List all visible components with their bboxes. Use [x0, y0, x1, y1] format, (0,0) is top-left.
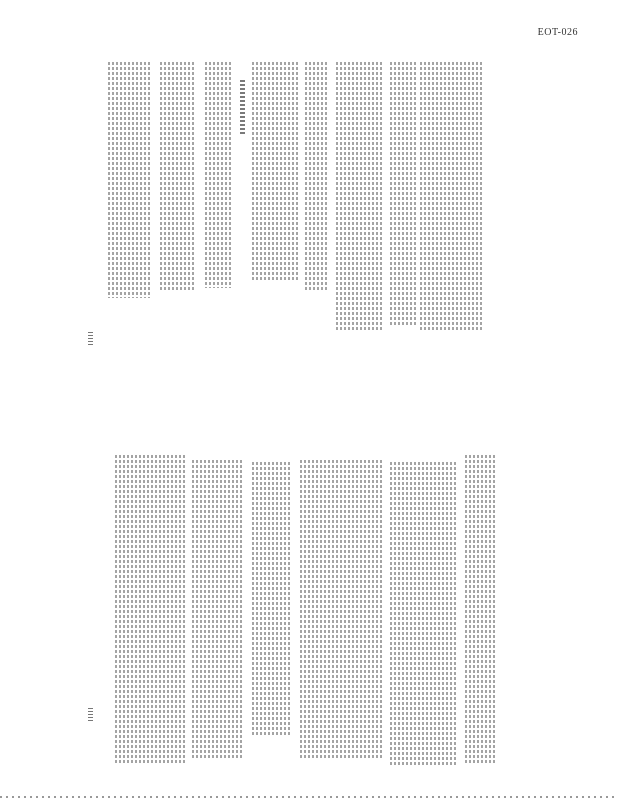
paragraph	[465, 455, 495, 765]
paragraph	[420, 62, 482, 332]
footer-rule	[0, 796, 618, 798]
paragraph	[390, 62, 416, 327]
paragraph	[108, 62, 150, 298]
margin-mark	[88, 332, 93, 346]
margin-mark	[88, 708, 93, 722]
paragraph	[336, 62, 384, 332]
paragraph	[160, 62, 196, 292]
section-heading	[240, 80, 245, 134]
paragraph	[192, 460, 242, 760]
paragraph	[205, 62, 233, 288]
paragraph	[115, 455, 185, 765]
paragraph	[252, 462, 292, 737]
paragraph	[252, 62, 300, 282]
paragraph	[305, 62, 329, 292]
paragraph	[390, 462, 458, 767]
paragraph	[300, 460, 382, 760]
page-number: EOT-026	[537, 27, 578, 38]
